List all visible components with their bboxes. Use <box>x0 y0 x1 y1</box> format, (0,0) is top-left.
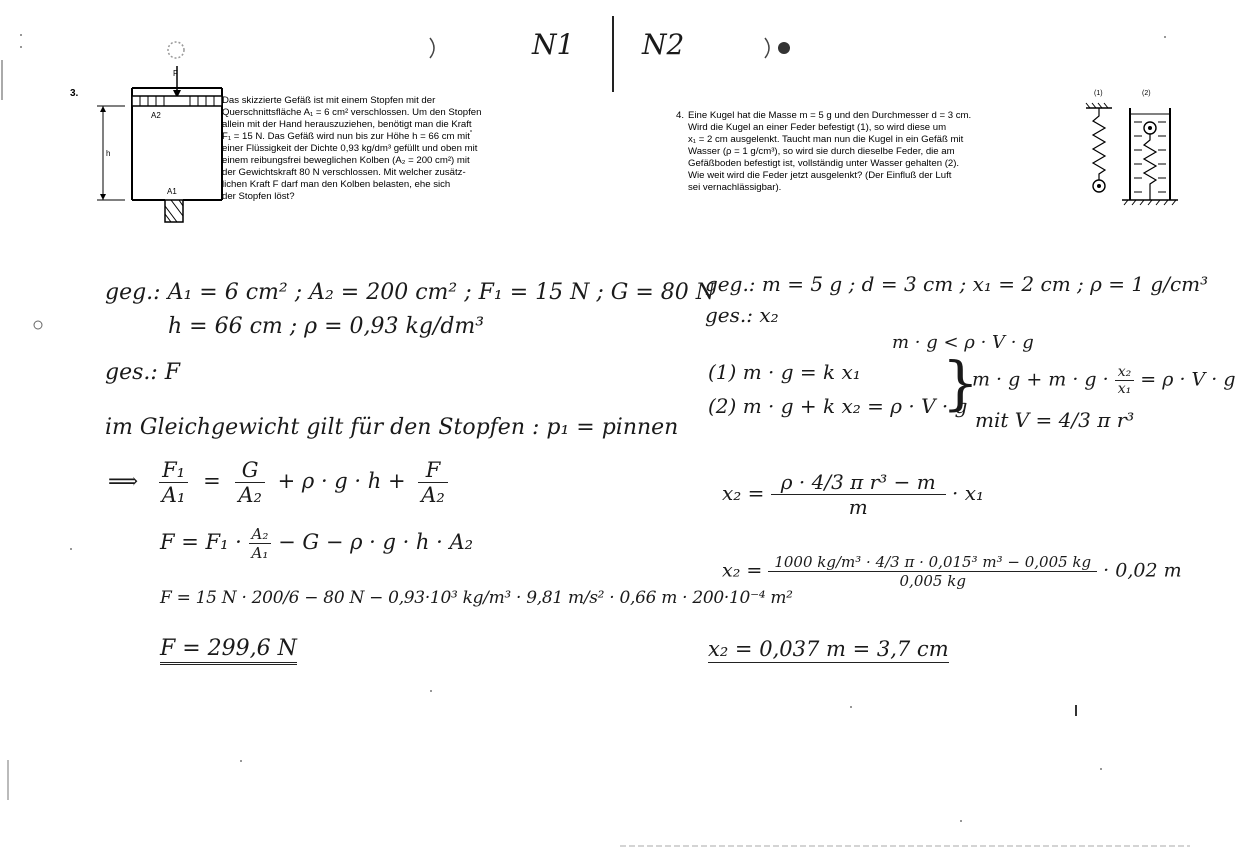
text-line: Wie weit wird die Feder jetzt ausgelenkt? (Der Einfluß der Luft <box>688 170 952 181</box>
sol3-sought: ges.: F <box>105 360 181 385</box>
fraction-denominator: x₁ <box>1117 381 1132 397</box>
text-line: sei vernachlässigbar). <box>688 182 782 193</box>
sol4-combined <box>972 364 1236 397</box>
text-line: einer Flüssigkeit der Dichte 0,93 kg/dm³ gefüllt und oben mit <box>222 143 478 154</box>
text-line: einem reibungsfrei beweglichen Kolben (A₂ = 200 cm²) mit <box>222 155 470 166</box>
equation-part: x₂ = <box>722 559 763 582</box>
speck <box>1100 768 1102 770</box>
equation-part: · 0,02 m <box>1103 559 1182 582</box>
fraction <box>249 525 272 562</box>
fraction <box>159 458 189 507</box>
header-label-n2: N2 <box>642 28 685 61</box>
text-line <box>676 110 1078 122</box>
fraction-denominator: m <box>848 495 868 519</box>
speck <box>850 706 852 708</box>
speck <box>960 820 962 822</box>
diagram3-force-label: F <box>173 69 178 78</box>
sol3-equilibrium: im Gleichgewicht gilt für den Stopfen : p₁ = pinnen <box>105 415 679 440</box>
text-line: Das skizzierte Gefäß ist mit einem Stopfen mit der <box>222 95 436 106</box>
sol4-brace: } <box>942 349 979 417</box>
result-value: x₂ = 0,037 m = 3,7 cm <box>708 637 949 661</box>
fraction <box>1115 364 1135 397</box>
text-line: x₁ = 2 cm ausgelenkt. Taucht man nun die Kugel in ein Gefäß mit <box>688 134 964 145</box>
sol4-note: m · g < ρ · V · g <box>892 332 1034 353</box>
fraction <box>768 553 1097 590</box>
sol4-eq2: (2) m · g + k x₂ = ρ · V · g <box>708 394 968 418</box>
text-line: Querschnittsfläche A₁ = 6 cm² verschlossen. Um den Stopfen <box>222 107 482 118</box>
problem4-number: 4. <box>676 110 685 121</box>
text-line: Wird die Kugel an einer Feder befestigt (1), so wird diese um <box>688 122 947 133</box>
fraction-numerator: 1000 kg/m³ · 4/3 π · 0,015³ m³ − 0,005 kg <box>768 553 1097 572</box>
sol3-eq2 <box>160 525 473 562</box>
sol3-eq1 <box>108 458 448 507</box>
fraction-denominator: A₂ <box>421 483 445 507</box>
speck <box>1164 36 1166 38</box>
speck <box>430 690 432 692</box>
speck <box>20 34 22 36</box>
sol4-eq1: (1) m · g = k x₁ <box>708 360 861 384</box>
header-label-n1: N1 <box>532 28 575 61</box>
text-line: Eine Kugel hat die Masse m = 5 g und den Durchmesser d = 3 cm. <box>688 110 972 121</box>
text-line: Gefäßboden befestigt ist, vollständig unter Wasser gehalten (2). <box>688 158 960 169</box>
fraction-numerator: ρ · 4/3 π r³ − m <box>771 470 946 495</box>
sol3-given-line2: h = 66 cm ; ρ = 0,93 kg/dm³ <box>168 314 485 339</box>
equation-middle: + ρ · g · h + <box>277 469 406 493</box>
problem3-diagram <box>95 60 225 230</box>
equation-part: = ρ · V · g <box>1140 368 1236 391</box>
fraction-denominator: 0,005 kg <box>899 572 966 590</box>
sol4-given-line1: geg.: m = 5 g ; d = 3 cm ; x₁ = 2 cm ; ρ = 1 g/cm³ <box>705 272 1209 296</box>
fraction <box>418 458 448 507</box>
fraction-numerator: A₂ <box>249 525 272 544</box>
text-line: Wasser (ρ = 1 g/cm³), so wird sie durch dieselbe Feder, die am <box>688 146 955 157</box>
fraction-numerator: F <box>418 458 448 483</box>
fraction-denominator: A₁ <box>161 483 186 507</box>
equals-sign: = <box>203 469 221 493</box>
equation-part: F = F₁ · <box>160 530 242 554</box>
problem4-diagram <box>1080 88 1180 213</box>
sol4-sought: ges.: x₂ <box>705 303 779 327</box>
speck <box>70 548 72 550</box>
sol3-given-line1: geg.: A₁ = 6 cm² ; A₂ = 200 cm² ; F₁ = 15 N ; G = 80 N <box>105 280 715 305</box>
text-line: allein mit der Hand herauszuziehen, benötigt man die Kraft <box>222 119 472 130</box>
problem3-number: 3. <box>70 88 79 99</box>
equation-part: m · g + m · g · <box>972 368 1109 391</box>
fraction <box>771 470 946 519</box>
fraction-numerator: x₂ <box>1115 364 1135 381</box>
problem4-text <box>676 110 1078 194</box>
sol4-x2-formula <box>722 470 984 519</box>
text-line: der Stopfen löst? <box>222 191 295 202</box>
equation-part: − G − ρ · g · h · A₂ <box>278 530 474 554</box>
diagram4-label-1: (1) <box>1094 90 1103 97</box>
text-line: lichen Kraft F darf man den Kolben belasten, ehe sich <box>222 179 451 190</box>
equation-part: x₂ = <box>722 481 765 505</box>
sol4-substitution <box>722 553 1182 590</box>
diagram3-height-label: h <box>106 149 111 158</box>
diagram3-area-top-label: A2 <box>151 111 161 120</box>
sol3-result <box>160 636 297 661</box>
text-line: F₁ = 15 N. Das Gefäß wird nun bis zur Höhe h = 66 cm mit <box>222 131 470 142</box>
equation-part: · x₁ <box>952 481 985 505</box>
result-value: F = 299,6 N <box>160 636 297 665</box>
sol4-result <box>708 637 949 661</box>
diagram4-label-2: (2) <box>1142 90 1151 97</box>
fraction <box>235 458 265 507</box>
sol4-volume: mit V = 4/3 π r³ <box>975 408 1135 432</box>
implies-arrow: ⟹ <box>108 469 139 493</box>
fraction-denominator: A₂ <box>238 483 262 507</box>
diagram3-area-bottom-label: A1 <box>167 187 177 196</box>
text-line: der Gewichtskraft 80 N verschlossen. Mit welcher zusätz- <box>222 167 466 178</box>
fraction-numerator: G <box>235 458 265 483</box>
sol3-eq3: F = 15 N · 200/6 − 80 N − 0,93·10³ kg/m³ · 9,81 m/s² · 0,66 m · 200·10⁻⁴ m² <box>160 588 793 608</box>
problem3-text <box>222 95 572 203</box>
speck <box>20 46 22 48</box>
fraction-denominator: A₁ <box>251 544 269 562</box>
speck <box>240 760 242 762</box>
fraction-numerator: F₁ <box>159 458 189 483</box>
